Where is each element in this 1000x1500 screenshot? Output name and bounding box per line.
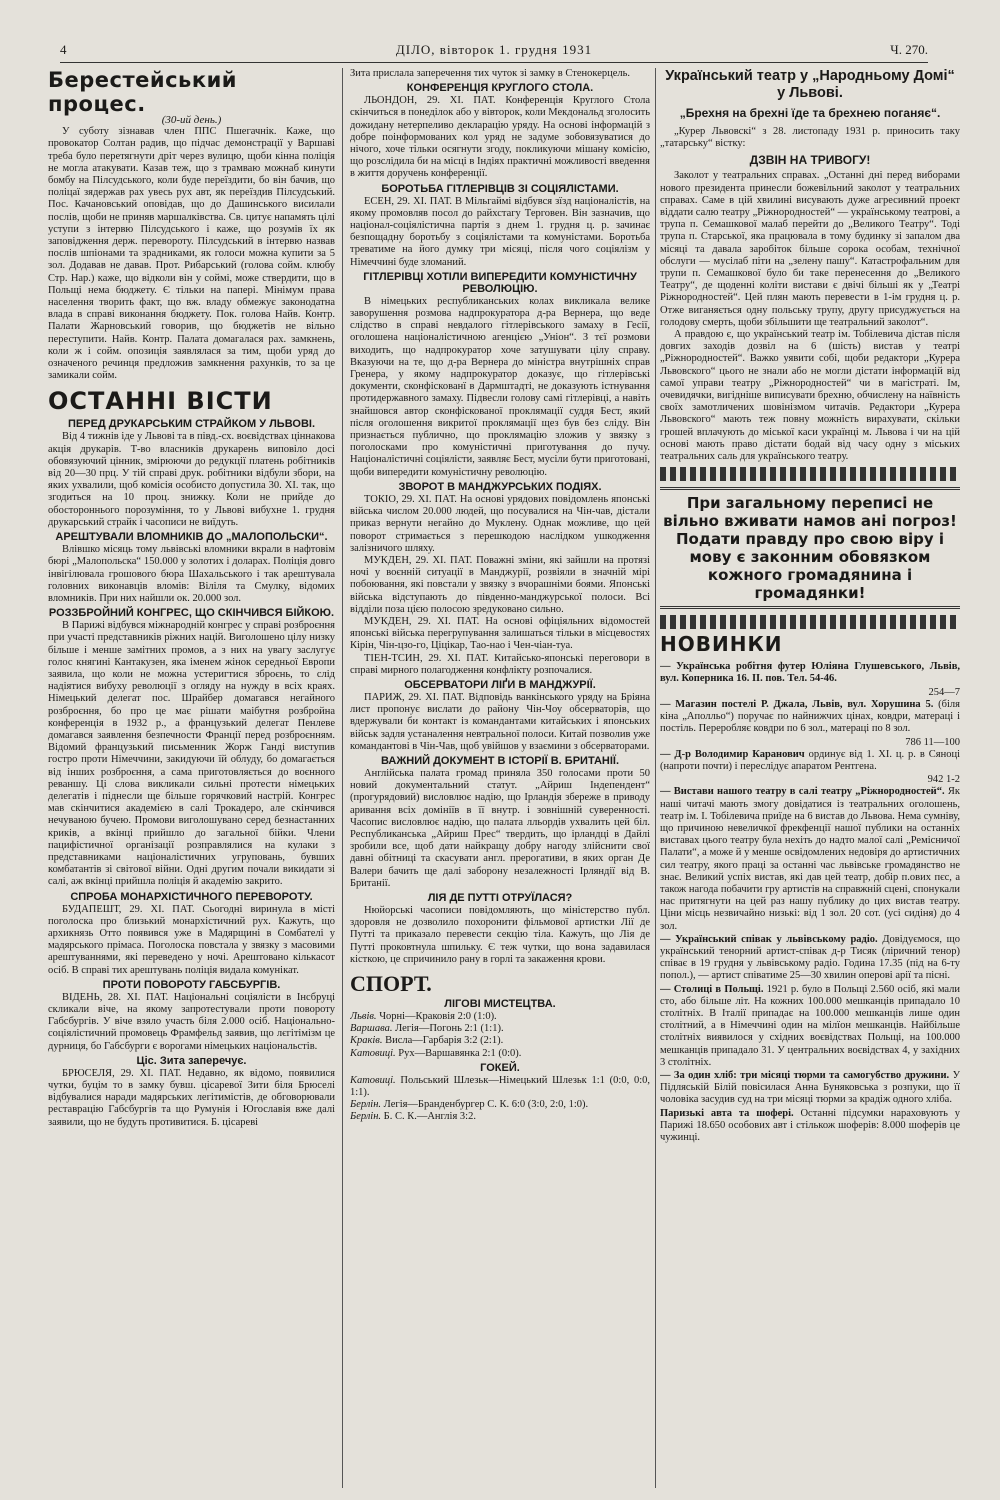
match-score: Висла—Гарбарія 3:2 (2:1). — [385, 1035, 504, 1047]
news-item-text: 1921 р. було в Польщі 2.560 осіб, які мали сто, або більше літ. На кожних 100.000 мешканців припадало 10 столітніх. В Італії припадає на 100.000 мешканців лише один столітний, а в Німеччині один на мілїон мешканців. Найбільше столітніх виявилося у східних воєвідствах Польщі, на 100.000 мешканців припадало 31. У центральних воєвідствах 4, у західних 3 столітніх. — [660, 983, 960, 1068]
article-paragraph: ВІДЕНЬ, 28. XI. ПАТ. Національні соціялісти в Інсбруці скликали віче, на якому запротестували проти повороту Габсбургів. У віче взяло участь біля 2.000 осіб. Національно-соціялістичний промовець Фрамфельд заявив, що лєгітімізм це дурниця, бо Габсбурги є ворогами німецьких національстів. — [48, 991, 335, 1052]
news-item — [660, 934, 960, 983]
news-item-text: Як наші читачі мають змогу довідатися із театральних оголошень, театр ім. І. Тобілевича приїде на 6 вистав до Львова. Нема сумніву, що причиною невеличкої фрекфенції нашої публики на останніх виставах цього театру була нехіть до надто малої салі „Ремісничої Палати“, а може й у менше освідомлених недовіря до артистичних сил театру, якого праці за останні час львівське громадянство не знає. Великий успіх вистав, які дав цей театр, добір п.ових пєс, а також нагода побачити гру артистів на справжній сцені, спонукали нас притягнути на цей раз нашу публику до цих вистав театру. Ціни місць незвичайно низькі: від 1 зол. 20 сот. (усі сидіня) до 4 зол. — [660, 786, 960, 932]
article-heading: ОБСЕРВАТОРИ ЛІҐИ В МАНДЖУРІЇ. — [404, 678, 596, 691]
article-paragraph: Від 4 тижнів іде у Львові та в півд.-сх. воєвідствах ціннакова акція друкарів. Т-во власників друкарень виповіло досі обовязуючий цінник, змірюючи до редукції платень робітників від 20—30 прц. У тій справі друк. робітники відбули збори, на яких ухвалили, щоб комісія особисто допустила 30. XI. так, що згодиться на 10 проц. знижку. Коли не прийде до обостороннього порозуміння, то у Львові вибухне 1. грудня друкарський страйк і часописи не виїдуть. — [48, 431, 335, 528]
column-divider — [655, 68, 656, 1488]
article-paragraph: БУДАПЕШТ, 29. XI. ПАТ. Сьогодні виринула в місті поголоска про близький монархістичний рух. Кажуть, що архикнязь Отто появився уже в Мадярщині в Сомбателі у мадярського прімаса. Поголоска повстала у звязку з масовими арештуваннями, які переведено у ночі. Арештовано кількасот осіб. В справі тих арештувань поліція видала комунікат. — [48, 903, 335, 976]
match-result — [350, 1035, 650, 1047]
news-item-lead: — Магазин постелі Р. Джала, Львів, вул. Хорушина 5. — [660, 698, 934, 710]
article-heading: ЗВОРОТ В МАНДЖУРСЬКИХ ПОДІЯХ. — [398, 480, 602, 493]
match-city: Львів. — [350, 1011, 377, 1022]
match-score: Легія—Погонь 2:1 (1:1). — [395, 1023, 504, 1035]
article-heading: КОНФЕРЕНЦІЯ КРУГЛОГО СТОЛА. — [406, 82, 594, 95]
alarm-heading: ДЗВІН НА ТРИВОГУ! — [749, 153, 871, 168]
match-result — [350, 1048, 650, 1060]
match-result — [350, 1099, 650, 1111]
news-item-lead: — Д-р Володимир Каранович — [660, 748, 805, 760]
article-paragraph: ПАРИЖ, 29. XI. ПАТ. Відповідь ванкінського уряду на Бріяна лист пропонує вислати до району Чін-Чоу обсерваторів, що вдержували би контакт із командантами китайських і японських військ задля устаналення невтральної полоси. Китай позволив уже командантові в Чін-Чав, щоб увійшов у взаємини з обсерваторами. — [350, 691, 650, 752]
census-banner — [660, 487, 960, 609]
ad-reference: 786 11—100 — [905, 736, 960, 748]
theatre-title: Український театр у „Народньому Домі“ у Львові. — [665, 68, 955, 101]
match-city: Берлін. — [350, 1111, 382, 1123]
news-item-text: ординує від 1. XI. ц. р. в Сяноці (напроти почти) і переслідує апаратом Рентгена. — [660, 748, 960, 772]
article-paragraph: МУКДЕН, 29. XI. ПАТ. Поважні зміни, які зайшли на протязі ночі у воєнній ситуації в Манджурії, розвіяли в значній мірі побоювання, які повстали у звязку з вчорашніми боями. Японські війська відступають до південно-манджурської полоси. Всі відділи поза цією полосою зредуковано сильно. — [350, 554, 650, 615]
match-score: Польський Шлезьк—Німецький Шлезьк 1:1 (0:0, 0:0, 1:1). — [350, 1074, 650, 1099]
article-paragraph: А правдою є, що український театр ім. Тобілевича дістав після довгих заходів дозвіл на 6 (шість) вистав у театрі „Ріжнородностей“. Важко уявити собі, щоби редактори „Курера Львовского“ цього не знали або не могли дістати інформацій від самої управи театру „Ріжнородностей“ чи в магістраті. Ім, очевидячки, вигідніше виписувати брехню, обчислену на наївність своїх замотличених шовінізмом читачів. Редактори „Курера Львовского“ мають теж повну можність вирахувати, скільки грошей вплачують до міської каси українці м. Львова і чи на цій основі мають право дістати бодай від часу одну з міських театральних саль для українського театру. — [660, 329, 960, 463]
article-paragraph: МУКДЕН, 29. XI. ПАТ. На основі офіціяльних відомостей японські війська перегрупування залишаться тільки в місцевостях Кірін, Чін-цзо-го, Ціцікар, Тао-нао і Чен-чіан-туа. — [350, 615, 650, 652]
page-number: 4 — [60, 42, 67, 57]
match-city: Краків. — [350, 1035, 383, 1047]
page-header — [60, 40, 928, 63]
issue-number: Ч. 270. — [890, 42, 928, 57]
news-item — [660, 786, 960, 932]
column-3 — [660, 68, 960, 1488]
news-item — [660, 749, 960, 773]
article-paragraph: Заколот у театральних справах. „Останні дні перед виборами нового президента принесли божевільний заколот у театральних справах. Саме в цій хвилині висувають дуже агресивний проект віддати салю театру „Ріжнородностей“ — українському театрові, а трупа п. Семашкової малаб перейти до „Великого Театру“. Тоді трупа п. Старської, яка працювала в тому будинку зі запалом два місяці та давала заробіток більше сорока особам, технічної обслуги — мусілаб піти на „зелену пашу“. Катастрофальним для трупи п. Семашкової було би таке перенесення до „Великого Театру“, де щоденні коліти вистави є двічі більші як у „Театрі Ріжнородностей“. Цей плян мають перевести в 1-ім грудня ц. р. Отже виганяється одну польську трупу, другу присуджується на голодову смерть, щоби збільшити ще театральний заколот“. — [660, 170, 960, 328]
league-heading: ЛІГОВІ МИСТЕЦТВА. — [444, 998, 556, 1010]
novinki-title: НОВИНКИ — [660, 632, 783, 657]
trial-subtitle: (30-ий день.) — [161, 114, 222, 126]
news-item-lead: — Український співак у львівському радіо. — [660, 933, 878, 945]
match-city: Берлін. — [350, 1099, 382, 1111]
sport-title: СПОРТ. — [350, 971, 432, 996]
article-heading: ПЕРЕД ДРУКАРСЬКИМ СТРАЙКОМ У ЛЬВОВІ. — [68, 418, 315, 431]
column-1 — [48, 68, 335, 1488]
news-item-lead: — Столиці в Польщі. — [660, 983, 764, 995]
news-item — [660, 699, 960, 736]
news-item-text: У Підляській Білій повісилася Анна Буняковська з розпуки, що її чоловіка засудив суд на три місяці тюрми за крадіж одного хліба. — [660, 1069, 960, 1106]
article-heading: ГІТЛЕРІВЦІ ХОТІЛИ ВИПЕРЕДИТИ КОМУНІСТИЧНУ РЕВОЛЮЦІЮ. — [363, 270, 637, 295]
news-item-lead: Паризькі авта та шофері. — [660, 1107, 794, 1119]
article-paragraph: В Парижі відбувся міжнародній конгрес у справі розброєння при участі представників ріжних націй. Виголошено цілу низку більше і менше замітних промов, а з них на увагу заслугує голос княгині Кантакузен, яка іменем жінок середньої Европи заявила, що коли не можна устеригтися зброєнь, то слід надіятися вибуху революції з огляду на нужду в всіх краях. Німецький делегат пос. Шрайбер домагався негайного розброєння, бо про це має рішати маібутня розбройна конференція в 1932 р., а французький делегат Пенлеве домагався заявлення безпечности Франції перед розброєнням. Відомий французький письменник Жорж Ганді виступив гостро проти Німеччини, закидуючи їй облуду, бо домагається від інших розброєння, а сама приготовляється до воєнного реваншу. Ці слова викликали сильні протести німецьких делегатів і піднесли ще більше горячковий настрій. Конгрес мав скінчитися академією в салі Трокадеро, але скінчився нечуваною бучею. Промови виголошувано серед безнастанних криків, а вкінці прийшло до загальної бійки. Члени пацифістичної організації розправлялися на кулаки з представниками націоналістичних угруповань, бувших комбатантів зі світової війни. Одні другим почали викидати зі салі, аж вкінці прийшла поліція й академію закрито. — [48, 620, 335, 888]
article-paragraph: Влівшко місяць тому львівські вломники вкрали в нафтовім бюрі „Малопольска“ 150.000 у золотих і доларах. Поліція довго інвігілювала грошового бюра Шахальського і так арештувала головних виконавців вломів: Віліля та Смулку, відомих вломників. При них найшли ок. 20.000 зол. — [48, 544, 335, 604]
article-paragraph: „Курер Львовскі“ з 28. листопаду 1931 р. приносить таку „татарську“ вістку: — [660, 126, 960, 150]
masthead: ДІЛО, вівторок 1. грудня 1931 — [395, 42, 593, 57]
census-banner-text: При загальному переписі не вільно вживати намов ані погроз! Подати правду про свою віру і мову є законним обовязком кожного громадянина і громадянки! — [663, 494, 957, 603]
column-2 — [350, 68, 650, 1488]
news-item — [660, 661, 960, 685]
article-paragraph: У суботу зізнавав член ППС Пшегачнік. Каже, що провокатор Солтан радив, що підчас демонстрації у Варшаві треба було перетягнути дріт через вулицю, щоби кінна поліція не могла атакувати. Казав теж, що з трамваю можнаб кинути бомбу на Пілсудського, коли буде переїздити, бо він бачив, що поліцаї зядержав рах увесь рух авт, як переїздив Пілсудський. Пос. Качановський оповідав, що до Дашинського висилали послів, щоби не приняв маршалківства. Св. цитує напамять цілі уступи з інтервю Пілсудського і каже, що розумів їх як заповідження держ. перевороту. Пілсудський в інтервю назвав послів шпіонами та зрадниками, як голоси можна купити за 5 зол. Додавав не давав. Прот. Рибарський (голова сойм. клюбу Стр. Нар.) каже, що відколи він у соймі, може ствердити, що в Польщі нема бюджету. Є тільки на папері. Мінімум права населення творить факт, що вж. владу обмежує законодатна влада в справі виконання бюджету. Пок. голова Найв. Контр. Палати Жарновський говорив, що бюджетів не вільно переступити. Найв. Контр. Палата домагалася рах. замкнень, коли ж і сойм. опозиція заявлялася за тим, щоби уряд до означеного речинця предложив замкнення рахунків, то за це замикали сойм. — [48, 126, 335, 382]
article-paragraph: ЛЬОНДОН, 29. XI. ПАТ. Конференція Круглого Стола скінчиться в понеділок або у вівторок, коли Мекдональд зголосить дожидану нетерпеливо декларацію уряду. На основі інформацій з добре поінформованих кол уряд не задуме зобовязуватися до нічого, хоче тільки осягнути згоду, покликуючи мішану комісію, що розслідила би на місці в Індіях практичні можливості введення в життя доручень конференції. — [350, 95, 650, 180]
news-item-lead: — Українська робітня футер Юліяна Глушевського, Львів, вул. Коперника 16. II. пов. Тел. 54-46. — [660, 661, 960, 685]
hockey-heading: ГОКЕЙ. — [480, 1061, 520, 1074]
news-item-text: Останні підсумки нараховують у Парижі 18.650 особових авт і стількож шоферів: 8.000 шоферів це чужинці. — [660, 1107, 960, 1143]
news-item-lead: — Вистави нашого театру в салі театру „Ріжнородностей“. — [660, 786, 945, 798]
article-paragraph: Англійська палата громад приняла 350 голосами проти 50 новий документальний статут. „Айриш Індепендент“ (прогурядовий) висловлює надію, що Ірландія збереже в приводу аривання всіх домініїв в її внутр. і зовнішній суверенності. Часопис висловлює надію, що палата лльордів ухвалить цей біл. Республиканська „Айриш Прес“ твердить, що ірландці в Дайлі зробили все, щоб дати найкращу добру нагоду злійснити свої давні обітниці та скасувати англ. прерогативи, в яких орган Де Валери бачить ще далі заборону незалежності Ірляндії від В. Британії. — [350, 767, 650, 889]
article-heading: АРЕШТУВАЛИ ВЛОМНИКІВ ДО „МАЛОПОЛЬСКИ“. — [55, 531, 328, 544]
news-item-lead: — За один хліб: три місяці тюрми та самогубство дружини. — [660, 1069, 950, 1081]
ad-reference: 942 1-2 — [927, 774, 960, 786]
trial-title: Берестейський процес. — [48, 68, 238, 116]
article-heading: ЛІЯ ДЕ ПУТТІ ОТРУЇЛАСЯ? — [427, 891, 573, 904]
article-paragraph: ТОКІО, 29. XI. ПАТ. На основі урядових повідомлень японські війська числом 20.000 людей, що посувалися на Чін-чав, дістали приказ вернути негайно до Муклену. Однак можливе, що цей поворот стримається з перешкодою наслідком ушкодження залізничого шляху. — [350, 493, 650, 554]
match-result — [350, 1011, 650, 1023]
article-heading: СПРОБА МОНАРХІСТИЧНОГО ПЕРЕВОРОТУ. — [70, 890, 313, 903]
news-item — [660, 1108, 960, 1145]
column-divider — [342, 68, 343, 1488]
article-paragraph: ТІЕН-ТСИН, 29. XI. ПАТ. Китайсько-японські переговори в справі мирного полагодження конфлікту розпочалися. — [350, 652, 650, 676]
article-paragraph: В німецьких республиканських колах викликала велике заворушення розмова надпрокуратора д-ра Вернера, що веде слідство в справі невдалого гітлерівського замаху в Гесії, оголошена націоналістичною агенцією „Уніон“. З тєї розмови виходить, що надпрокуратор хоче затушувати цілу справу. Вказуючи на те, що д-ра Вернера до міністра внутрішніх справ Гренера, у якому надпрокуратор доказує, що гітлерівські документи, сконфіскованї в Дармштадті, не доказують істнування протидержавного замаху. Підвесли голову самі гітлерівці, а навіть знайшовся автор сконфіскованої проклямації суддя Бест, який після оголошення викритої проклямації щез був без сліду. Він признається публично, що проклямацію зложив у звязку з поголосками про комуністичні приготування до пучу. Націоналістичні соціялісти, заявляє Бест, мусіли бути приготовані, щоби випередити комуністичну революцію. — [350, 295, 650, 478]
match-result — [350, 1023, 650, 1035]
news-item-text: (біля кіна „Аполльо“) поручає по найнижчих цінах, ковдри, матераці і постіль. Переробляє ковдри по 6 зол., матераці по 8 зол. — [660, 698, 960, 735]
article-paragraph: ЕСЕН, 29. XI. ПАТ. В Мільгаймі відбувся зїзд націоналістів, на якому промовляв посол до райхстагу Терговен. Він зазначив, що націонал-соціялістична партія з днем 1. грудня ц. р. зачинає безпощадну боротьбу з соціялістами та комуністами. Боротьба треватиме на його думку три місяці, після чого соціялізм у Німеччині буде зломаний. — [350, 195, 650, 268]
ad-reference: 254—7 — [928, 686, 960, 698]
match-result — [350, 1075, 650, 1099]
match-score: Чорні—Краковія 2:0 (1:0). — [379, 1011, 497, 1022]
match-score: Легія—Бранденбургер С. К. 6:0 (3:0, 2:0, 1:0). — [383, 1099, 589, 1111]
article-heading: Ціс. Зита заперечує. — [136, 1054, 247, 1067]
article-heading: ПРОТИ ПОВОРОТУ ГАБСБУРГІВ. — [102, 978, 281, 991]
article-paragraph: БРЮСЕЛЯ, 29. XI. ПАТ. Недавно, як відомо, появилися чутки, буцім то в замку бувш. цісаревої Зити біля Брюселі відбувалися наради мадярських легітимістів, де обговорювали реставрацію Габсбургів та що Румунія і Югославія вже далі заявили, що не будуть противитися. Б. цісареві — [48, 1067, 335, 1128]
match-score: Б. С. К.—Англія 3:2. — [383, 1111, 476, 1123]
article-heading: РОЗЗБРОЙНИЙ КОНГРЕС, ЩО СКІНЧИВСЯ БІЙКОЮ. — [48, 607, 335, 620]
match-score: Рух—Варшавянка 2:1 (0:0). — [398, 1047, 522, 1059]
article-paragraph: Зита прислала заперечення тих чуток зі замку в Стенокерцель. — [350, 68, 631, 79]
ornament-border — [660, 615, 960, 629]
news-item-text: Довідуємося, що український тенорний артист-співак д-р Тисяк (ліричний тенор) співає в 19 грудня у львівському радіо. Година 17.35 (під на 6-ту попол.), — артист співатиме 25—30 хвилин оперові арії та пісні. — [660, 933, 960, 982]
news-section-title: ОСТАННІ ВІСТИ — [48, 387, 273, 416]
ornament-border — [660, 467, 960, 481]
news-item — [660, 1070, 960, 1107]
news-item — [660, 984, 960, 1069]
article-heading: ВАЖНИЙ ДОКУМЕНТ В ІСТОРІЇ В. БРИТАНІЇ. — [380, 754, 619, 767]
article-paragraph: Нюйорські часописи повідомляють, що міністерство публ. здоровля не дозволило похоронити фільмової артистки Лії де Путті та приказало перевести секцію тіла. Кажуть, що Лія де Путті проковтнула шпильку. Є теж чутки, що вона задавилася кісткою, це спричинило рану в горлі та закаження крови. — [350, 904, 650, 965]
match-result — [350, 1111, 650, 1123]
match-city: Катовиці. — [350, 1047, 396, 1059]
article-heading: БОРОТЬБА ГІТЛЕРІВЦІВ ЗІ СОЦІЯЛІСТАМИ. — [381, 182, 619, 195]
match-city: Катовиці. — [350, 1074, 396, 1086]
theatre-subtitle: „Брехня на брехні їде та брехнею поганяє“. — [679, 106, 941, 120]
match-city: Варшава. — [350, 1023, 393, 1035]
